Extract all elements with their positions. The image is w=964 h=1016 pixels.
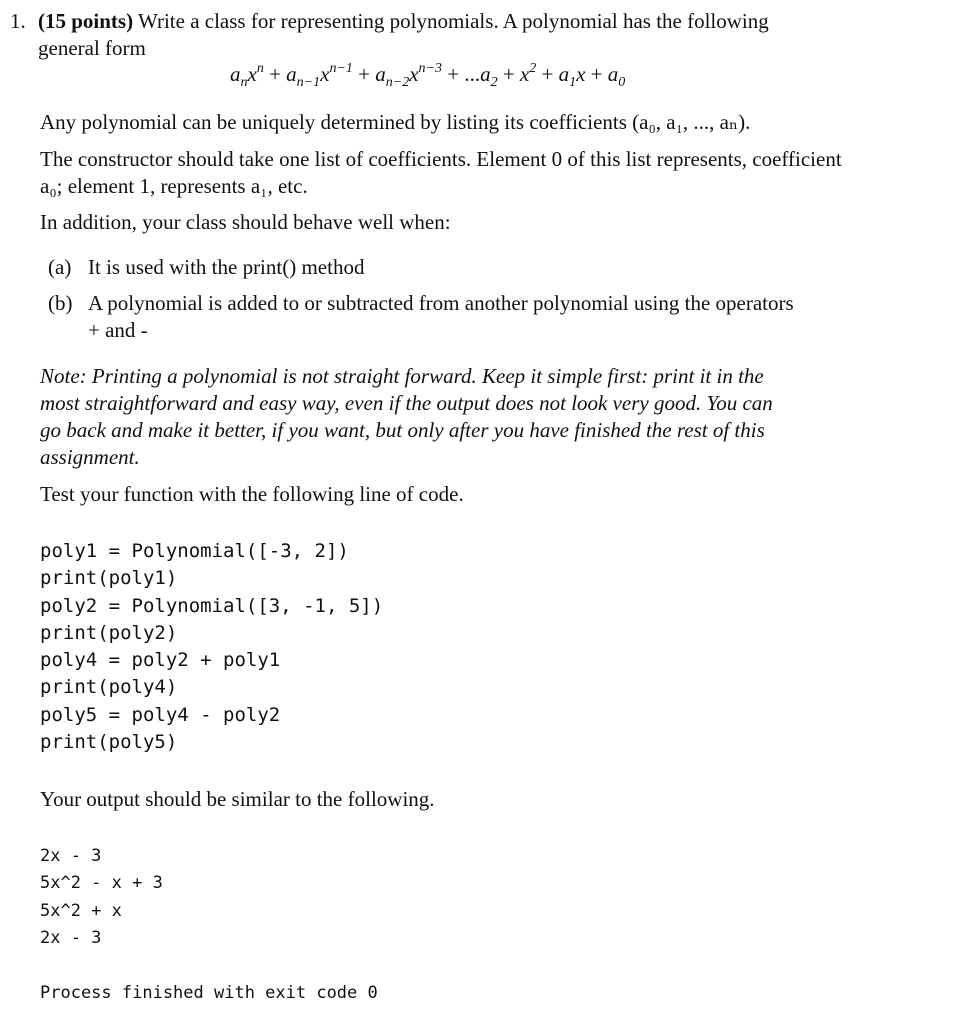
output-line: 2x - 3 [40, 927, 102, 948]
output-line: 5x^2 + x [40, 900, 122, 921]
code-line: print(poly5) [40, 731, 178, 754]
list-item-marker: (a) [48, 255, 72, 279]
points-label: (15 points) [38, 9, 134, 33]
note-line: go back and make it better, if you want, but only after you have finished the rest of this [40, 418, 765, 442]
intro-text: Write a class for representing polynomials. A polynomial has the following [133, 9, 769, 33]
coefficients-paragraph: Any polynomial can be uniquely determined by listing its coefficients (a₀, a₁, ..., aₙ). [40, 110, 751, 134]
polynomial-formula: $a_nx^n + a_{n-1}x^{n-1} + a_{n-2}x^{n-3} + ...a_2 + x^2 + a_1x + a_0$ [230, 61, 626, 90]
code-line: print(poly4) [40, 676, 178, 699]
output-intro: Your output should be similar to the following. [40, 787, 435, 811]
list-item-marker: (b) [48, 291, 73, 315]
test-intro: Test your function with the following line of code. [40, 482, 464, 506]
constructor-paragraph-line2: a₀; element 1, represents a₁, etc. [40, 174, 308, 198]
code-line: poly1 = Polynomial([-3, 2]) [40, 540, 349, 562]
output-block [40, 843, 163, 952]
code-line: poly2 = Polynomial([3, -1, 5]) [40, 594, 384, 617]
note-line: most straightforward and easy way, even if the output does not look very good. You can [40, 391, 773, 415]
constructor-paragraph-line1: The constructor should take one list of coefficients. Element 0 of this list represents, coefficient [40, 147, 842, 171]
output-line: 2x - 3 [40, 846, 102, 866]
note-line: assignment. [40, 445, 140, 469]
note-line: Note: Printing a polynomial is not straight forward. Keep it simple first: print it in the [40, 364, 764, 388]
code-line: print(poly1) [40, 567, 178, 590]
note-block [40, 363, 773, 471]
code-line: poly5 = poly4 - poly2 [40, 703, 281, 726]
list-item-text: It is used with the print() method [88, 255, 365, 279]
list-item-text: A polynomial is added to or subtracted from another polynomial using the operators [88, 291, 794, 315]
code-line: print(poly2) [40, 621, 178, 644]
problem-intro-line2: general form [38, 36, 146, 60]
code-block [40, 538, 383, 756]
problem-intro-line1 [38, 8, 769, 35]
problem-number: 1. [10, 9, 26, 33]
code-line: poly4 = poly2 + poly1 [40, 649, 281, 672]
list-item-text-continued: + and - [88, 318, 148, 342]
output-line: 5x^2 - x + 3 [40, 873, 163, 894]
behavior-paragraph: In addition, your class should behave well when: [40, 210, 451, 234]
exit-code-line: Process finished with exit code 0 [40, 983, 378, 1003]
